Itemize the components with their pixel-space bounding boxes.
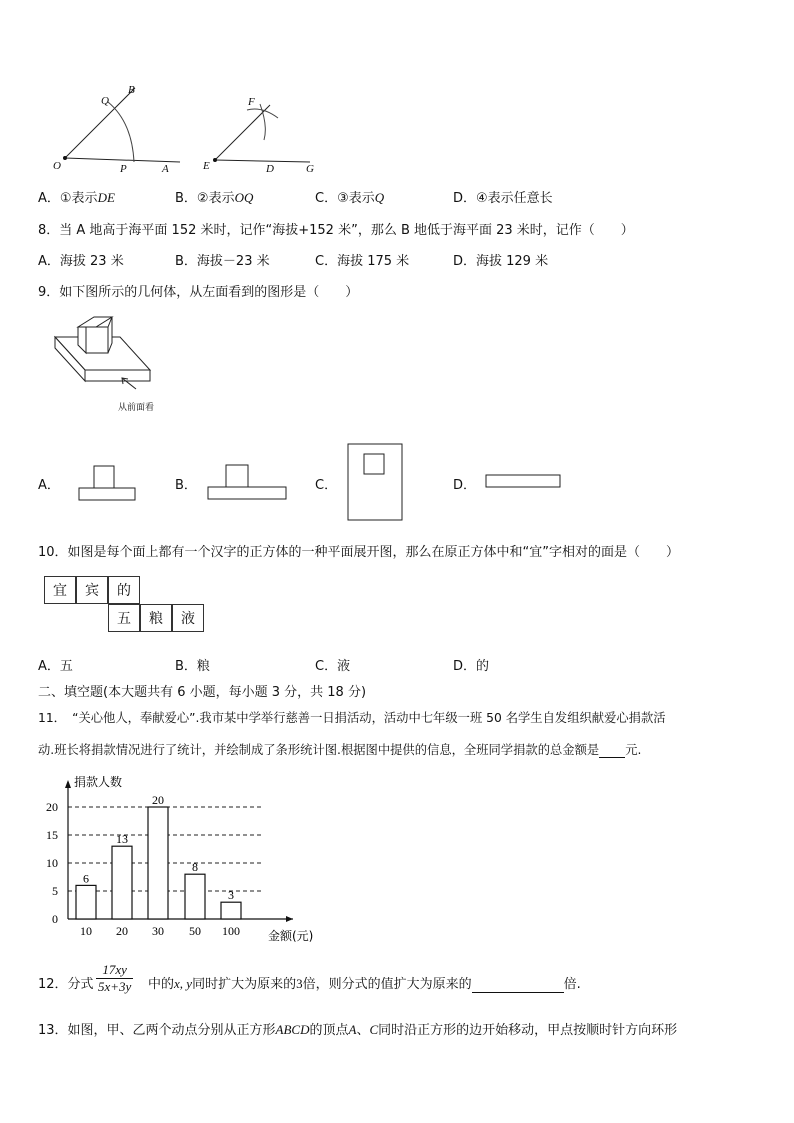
q12-three: 3 — [296, 976, 303, 991]
label-d: D — [266, 163, 274, 175]
q8-stem: 8．当 A 地高于海平面 152 米时，记作“海拔+152 米”，那么 B 地低于海平面 23 米时，记作（ ） — [38, 223, 634, 238]
q9-option-a-figure — [78, 464, 138, 504]
data-label-20: 13 — [116, 832, 128, 847]
q10-option-d: D．的 — [453, 659, 490, 674]
x-tick-label-20: 20 — [116, 924, 128, 938]
x-tick-label-50: 50 — [189, 924, 201, 938]
q10-option-b: B．粮 — [175, 659, 210, 674]
q9-option-d-figure — [484, 473, 564, 493]
q11-line-2-a: 动.班长将捐款情况进行了统计，并绘制成了条形统计图.根据图中提供的信息，全班同学捐款的总金额是 — [38, 743, 600, 757]
q13-c: 同时沿正方形的边开始移动，甲点按顺时针方向环形 — [378, 1023, 678, 1038]
q12-mid-b: 同时扩大为原来的 — [192, 977, 297, 992]
q7-option-c-text: C．③表示 — [315, 191, 375, 206]
q12-mid-a: 中的 — [148, 977, 175, 992]
q8-option-b: B．海拔－23 米 — [175, 254, 270, 269]
bar-100 — [221, 902, 241, 919]
bar-20 — [112, 846, 132, 919]
net-cell-wu: 五 — [108, 604, 140, 632]
q11-line-2-b: 元. — [625, 743, 642, 757]
y-tick-label-0: 0 — [52, 912, 58, 926]
q11-line-2 — [38, 740, 641, 758]
angle-aob — [63, 88, 180, 162]
net-cell-yi: 宜 — [44, 576, 76, 604]
q12-numerator: 17xy — [96, 962, 133, 979]
q13-vertex-c: C — [369, 1022, 379, 1037]
angle-edf — [213, 104, 310, 162]
donation-bar-chart — [38, 772, 328, 947]
label-o: O — [53, 160, 61, 172]
q7-option-b-math: OQ — [234, 190, 254, 205]
q7-option-a-text: A．①表示 — [38, 191, 98, 206]
x-tick-label-30: 30 — [152, 924, 164, 938]
net-cell-ye: 液 — [172, 604, 204, 632]
label-e: E — [203, 160, 210, 172]
q11-line-1: 11． “关心他人，奉献爱心”.我市某中学举行慈善一日捐活动，活动中七年级一班 50 名学生自发组织献爱心捐款活 — [38, 711, 666, 725]
q12-answer-blank — [472, 977, 564, 993]
q13-line-1 — [38, 1019, 677, 1038]
x-axis-arrow — [286, 916, 293, 922]
q12-rest — [148, 973, 581, 993]
y-tick-label-20: 20 — [46, 800, 58, 814]
q13-abcd: ABCD — [275, 1022, 310, 1037]
label-a: A — [162, 163, 169, 175]
q7-option-b — [175, 187, 253, 206]
q11-answer-blank — [599, 743, 625, 758]
bar-10 — [76, 885, 96, 919]
q10-option-a: A．五 — [38, 659, 73, 674]
q12-prefix: 12．分式 — [38, 977, 94, 992]
label-f: F — [248, 96, 255, 108]
y-tick-label-5: 5 — [52, 884, 58, 898]
q8-option-a: A．海拔 23 米 — [38, 254, 124, 269]
q10-stem: 10．如图是每个面上都有一个汉字的正方体的一种平面展开图，那么在原正方体中和“宜”字相对的面是（ ） — [38, 545, 680, 560]
label-q: Q — [101, 95, 109, 107]
section-two-title: 二、填空题(本大题共有 6 小题，每小题 3 分，共 18 分) — [38, 685, 367, 700]
bar-50 — [185, 874, 205, 919]
q9-option-c-label: C． — [315, 478, 338, 493]
q9-option-c-figure — [346, 442, 406, 524]
q9-option-a-label: A． — [38, 478, 60, 493]
data-label-100: 3 — [228, 888, 234, 903]
y-axis-label: 捐款人数 — [74, 775, 123, 789]
q13-a: 13．如图，甲、乙两个动点分别从正方形 — [38, 1023, 276, 1038]
q8-option-d: D．海拔 129 米 — [453, 254, 549, 269]
net-cell-liang: 粮 — [140, 604, 172, 632]
q7-option-c-math: Q — [374, 190, 385, 205]
q7-option-a — [38, 187, 115, 206]
q12-suffix: 倍. — [563, 977, 581, 992]
q9-option-b-figure — [206, 464, 288, 504]
q9-option-d-label: D． — [453, 478, 477, 493]
label-p: P — [120, 163, 127, 175]
q12-denominator: 5x+3y — [98, 979, 132, 994]
q13-b: 的顶点 — [309, 1023, 349, 1038]
net-cell-de: 的 — [108, 576, 140, 604]
q7-option-a-math: DE — [97, 190, 115, 205]
data-label-30: 20 — [152, 793, 164, 807]
q9-solid-figure — [50, 315, 160, 395]
q12-mid-c: 倍，则分式的值扩大为原来的 — [302, 977, 472, 992]
y-tick-label-10: 10 — [46, 856, 58, 870]
y-tick-label-15: 15 — [46, 828, 58, 842]
label-g: G — [306, 163, 314, 175]
x-tick-label-10: 10 — [80, 924, 92, 938]
q9-stem: 9．如下图所示的几何体，从左面看到的图形是（ ） — [38, 285, 359, 300]
net-cell-bin: 宾 — [76, 576, 108, 604]
q9-view-caption: 从前面看 — [118, 403, 155, 413]
q8-option-c: C．海拔 175 米 — [315, 254, 410, 269]
q12-fraction — [96, 962, 133, 995]
q10-option-c: C．液 — [315, 659, 351, 674]
q13-vertex-a: A — [348, 1022, 357, 1037]
q7-option-d: D．④表示任意长 — [453, 191, 553, 206]
q7-option-c — [315, 187, 384, 206]
q13-sep: 、 — [356, 1023, 370, 1038]
bar-30 — [148, 807, 168, 919]
label-b: B — [128, 84, 135, 96]
data-label-50: 8 — [192, 860, 198, 875]
x-tick-label-100: 100 — [222, 924, 240, 938]
x-axis-label: 金额(元) — [268, 929, 314, 943]
q7-construction-figure — [50, 80, 350, 180]
q7-option-b-text: B．②表示 — [175, 191, 235, 206]
data-label-10: 6 — [83, 871, 89, 886]
q12-vars: x, y — [174, 976, 193, 991]
q9-option-b-label: B． — [175, 478, 197, 493]
y-axis-arrow — [65, 780, 71, 788]
